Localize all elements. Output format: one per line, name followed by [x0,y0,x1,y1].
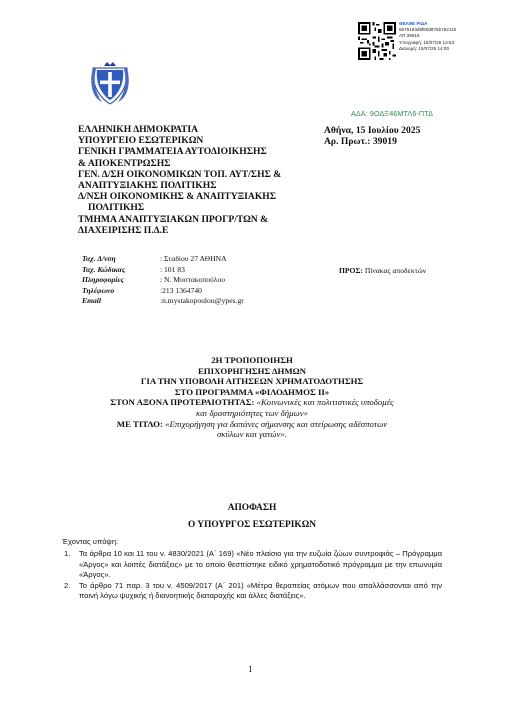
contact-label: Ταχ. Δ/νση [82,254,116,263]
greek-emblem-icon [88,60,132,106]
page-number: 1 [248,664,253,674]
contact-value: :213 1364740 [160,285,202,295]
axis-line [62,397,442,408]
list-item-number: 1. [64,549,71,559]
subject-line: 2Η ΤΡΟΠΟΠΟΙΗΣΗ [211,355,293,365]
stamp-line: Διανομή: 15/07/25 14:00 [399,45,450,51]
issuer-line: ΕΛΛΗΝΙΚΗ ΔΗΜΟΚΡΑΤΙΑ [78,124,199,135]
contact-value: : 101 83 [160,264,185,274]
subject-line: ΓΙΑ ΤΗΝ ΥΠΟΒΟΛΗ ΑΙΤΗΣΕΩΝ ΧΡΗΜΑΤΟΔΟΤΗΣΗΣ [140,376,364,387]
stamp-header: ΘΕΛΘΕ ΡΙΔΑ [399,21,428,26]
issuer-line: ΓΕΝΙΚΗ ΓΡΑΜΜΑΤΕΙΑ ΑΥΤΟΔΙΟΙΚΗΣΗΣ [78,146,267,158]
issuer-line: & ΑΠΟΚΕΝΤΡΩΣΗΣ [78,157,171,169]
protocol-number: Αρ. Πρωτ.: 39019 [324,136,397,148]
list-item [62,549,442,580]
contact-label: Πληροφορίες [82,275,124,285]
decision-heading: ΑΠΟΦΑΣΗ [227,503,277,513]
list-item-text: Το άρθρο 71 παρ. 3 του ν. 4509/2017 (Α΄ 201) «Μέτρα θεραπείας ατόμων που απαλλάσσονται από την ποινή λόγω ψυχικής ή διανοητικής διαταραχής και άλλες διατάξεις». [79,580,442,601]
issuer-line: Δ/ΝΣΗ ΟΙΚΟΝΟΜΙΚΗΣ & ΑΝΑΠΤΥΞΙΑΚΗΣ [78,191,277,203]
issuer-line: ΥΠΟΥΡΓΕΙΟ ΕΣΩΤΕΡΙΚΩΝ [78,135,204,147]
list-item-number: 2. [64,580,71,590]
contact-value: : Σταδίου 27 ΑΘΗΝΑ [160,254,227,263]
recipient-label: ΠΡΟΣ: [339,266,363,275]
stamp-line: 5576193d9f60d976b75211b [399,27,457,33]
qr-code [358,22,396,60]
recipient-line [339,266,426,275]
body-intro: Έχοντας υπόψη: [62,537,119,546]
axis-value-cont: και δραστηριότητες των δήμων» [195,407,309,418]
axis-value: «Κοινωνικές και πολιτιστικές υποδομές [256,397,394,408]
subject-line: ΣΤΟ ΠΡΟΓΡΑΜΜΑ «ΦΙΛΟΔΗΜΟΣ ΙΙ» [174,386,330,397]
contact-label: Email [82,296,101,306]
axis-label: ΣΤΟΝ ΑΞΟΝΑ ΠΡΟΤΕΡΑΙΟΤΗΤΑΣ: [110,397,255,408]
contact-row [82,296,244,307]
title-value: «Επιχορήγηση για δαπάνες σήμανσης και στείρωσης αδέσποτων [165,418,388,429]
issuer-line: ΑΝΑΠΤΥΞΙΑΚΗΣ ΠΟΛΙΤΙΚΗΣ [78,180,217,192]
issuer-line: ΓΕΝ. Δ/ΣΗ ΟΙΚΟΝΟΜΙΚΩΝ ΤΟΠ. ΑΥΤ/ΣΗΣ & [78,168,282,180]
contact-row [82,286,244,297]
subject-line: ΕΠΙΧΟΡΗΓΗΣΗΣ ΔΗΜΩΝ [197,365,307,376]
issuer-block [78,124,281,236]
list-item-text: Τα άρθρα 10 και 11 του ν. 4830/2021 (Α΄ 169) «Νέο πλαίσιο για την ευζωία ζώων συντροφιάς – Πρόγραμμα «Άργος» και λοιπές διατάξεις» με το οποίο θεσπίστηκε ειδικό χρηματοδοτικό πρόγραμμα με την επωνυμία «Άργος». [79,549,442,580]
ada-code: ΑΔΑ: 9ΟΔΞ46ΜΤΛ6-ΠΤΔ [351,109,434,118]
contact-label: Τηλέφωνο [82,285,115,295]
subject-block [62,355,442,440]
document-date: Αθήνα, 15 Ιουλίου 2025 [324,125,421,136]
stamp-line: ΑΠ 39019 [399,33,420,39]
contact-value: : Ν. Μυστακοπούλου [160,275,226,285]
contact-details [82,254,244,307]
title-label: ΜΕ ΤΙΤΛΟ: [116,418,163,429]
contact-row [82,275,244,286]
contact-label: Ταχ. Κώδικας [82,264,126,274]
issuer-line: ΤΜΗΜΑ ΑΝΑΠΤΥΞΙΑΚΩΝ ΠΡΟΓΡ/ΤΩΝ & [78,213,269,225]
recipient-value: Πίνακας αποδεκτών [364,266,427,275]
contact-email[interactable]: :n.mystakopoulou@ypes.gr [160,296,244,306]
contact-row [82,265,244,276]
title-value-cont: σκύλων και γατών». [216,429,288,440]
issuer-line: ΠΟΛΙΤΙΚΗΣ [88,202,145,214]
contact-row [82,254,244,265]
list-item [62,581,442,602]
title-line [62,419,442,430]
issuer-line: ΔΙΑΧΕΙΡΙΣΗΣ Π.Δ.Ε [78,224,169,236]
e-signature-stamp [399,21,503,52]
document-body [62,537,442,601]
date-reference-block [324,125,420,148]
minister-heading: Ο ΥΠΟΥΡΓΟΣ ΕΣΩΤΕΡΙΚΩΝ [188,520,316,530]
stamp-line: Υπογραφή: 15/07/25 13:53 [399,39,455,45]
